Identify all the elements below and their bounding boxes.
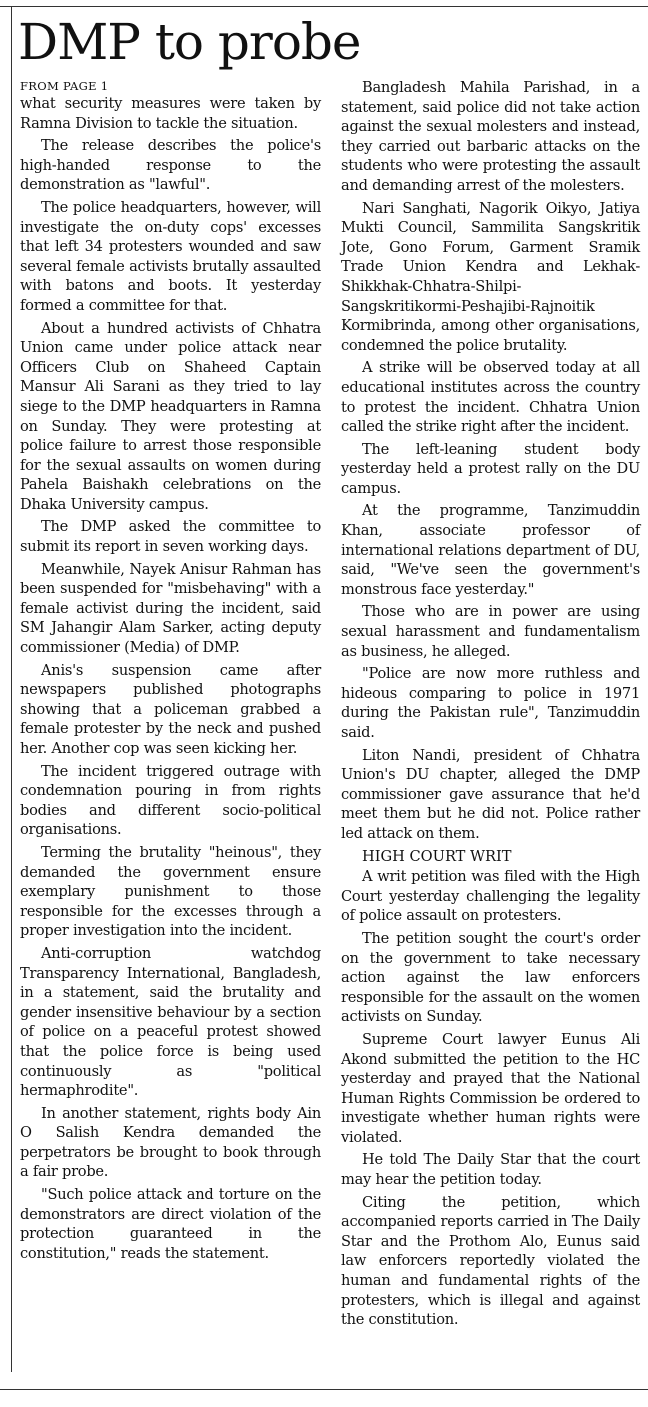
left-column-rule <box>11 6 12 1372</box>
paragraph: Anti-corruption watchdog Transparency International, Bangladesh, in a statement, said the brutality and gender insensitive behaviour by a section of police on a peaceful protest showed that the police force is being used continuously as "political hermaphrodite". <box>20 944 321 1100</box>
paragraph: what security measures were taken by Ramna Division to tackle the situation. <box>20 95 321 132</box>
paragraph: The release describes the police's high-handed response to the demonstration as "lawful". <box>20 137 321 194</box>
paragraph: About a hundred activists of Chhatra Union came under police attack near Officers Club on Shaheed Captain Mansur Ali Sarani as they tried to lay siege to the DMP headquarters in Ramna on Sunday. They were protesting at police failure to arrest those responsible for the sexual assaults on women during Pahela Baishakh celebrations on the Dhaka University campus. <box>20 319 321 513</box>
paragraph: The incident triggered outrage with condemnation pouring in from rights bodies and different socio-political organisations. <box>20 762 321 839</box>
paragraph: Citing the petition, which accompanied reports carried in The Daily Star and the Prothom Alo, Eunus said law enforcers reportedly violated the human and fundamental rights of the protesters, which is illegal and against the constitution. <box>341 1193 640 1329</box>
paragraph: A strike will be observed today at all educational institutes across the country to protest the incident. Chhatra Union called the strike right after the incident. <box>341 359 640 436</box>
paragraph: The police headquarters, however, will investigate the on-duty cops' excesses that left 34 protesters wounded and saw several female activists brutally assaulted with batons and boots. It yesterday formed a committee for that. <box>20 198 321 314</box>
subhead: HIGH COURT WRIT <box>362 847 512 865</box>
paragraph: Nari Sanghati, Nagorik Oikyo, Jatiya Mukti Council, Sammilita Sangskritik Jote, Gono Forum, Garment Sramik Trade Union Kendra and Lekhak-Shikkhak-Chhatra-Shilpi-Sangskritikormi-Peshajibi-Rajnoitik Kormibrinda, among other organisations, condemned the police brutality. <box>341 199 640 354</box>
article-column-left <box>20 78 321 1266</box>
paragraph: Meanwhile, Nayek Anisur Rahman has been suspended for "misbehaving" with a female activist during the incident, said SM Jahangir Alam Sarker, acting deputy commissioner (Media) of DMP. <box>20 560 321 657</box>
paragraph: Anis's suspension came after newspapers published photographs showing that a policeman grabbed a female protester by the neck and pushed her. Another cop was seen kicking her. <box>20 661 321 757</box>
paragraph: "Such police attack and torture on the demonstrators are direct violation of the protection guaranteed in the constitution," reads the statement. <box>20 1186 321 1262</box>
bottom-rule <box>0 1389 648 1390</box>
paragraph: The petition sought the court's order on the government to take necessary action against the law enforcers responsible for the assault on the women activists on Sunday. <box>341 929 640 1026</box>
top-rule <box>0 6 648 7</box>
paragraph: Supreme Court lawyer Eunus Ali Akond submitted the petition to the HC yesterday and prayed that the National Human Rights Commission be ordered to investigate whether human rights were violated. <box>341 1030 640 1146</box>
paragraph: Those who are in power are using sexual harassment and fundamentalism as business, he alleged. <box>341 603 640 660</box>
paragraph: In another statement, rights body Ain O Salish Kendra demanded the perpetrators be brought to book through a fair probe. <box>20 1104 321 1181</box>
paragraph: The DMP asked the committee to submit its report in seven working days. <box>20 518 321 556</box>
paragraph: Bangladesh Mahila Parishad, in a statement, said police did not take action against the sexual molesters and instead, they carried out barbaric attacks on the students who were protesting the assault and demanding arrest of the molesters. <box>341 79 640 194</box>
continued-from-label: FROM PAGE 1 <box>20 79 109 93</box>
paragraph: "Police are now more ruthless and hideous comparing to police in 1971 during the Pakistan rule", Tanzimuddin said. <box>341 665 640 741</box>
paragraph: The left-leaning student body yesterday held a protest rally on the DU campus. <box>341 440 640 497</box>
article-column-right <box>341 78 640 1333</box>
paragraph: Terming the brutality "heinous", they demanded the government ensure exemplary punishment to those responsible for the excesses through a proper investigation into the incident. <box>20 843 321 940</box>
paragraph: At the programme, Tanzimuddin Khan, associate professor of international relations department of DU, said, "We've seen the government's monstrous face yesterday." <box>341 502 640 598</box>
headline: DMP to probe <box>18 13 361 71</box>
paragraph: Liton Nandi, president of Chhatra Union's DU chapter, alleged the DMP commissioner gave assurance that he'd meet them but he did not. Police rather led attack on them. <box>341 746 640 842</box>
paragraph: A writ petition was filed with the High Court yesterday challenging the legality of police assault on protesters. <box>341 868 640 925</box>
paragraph: He told The Daily Star that the court may hear the petition today. <box>341 1151 640 1189</box>
